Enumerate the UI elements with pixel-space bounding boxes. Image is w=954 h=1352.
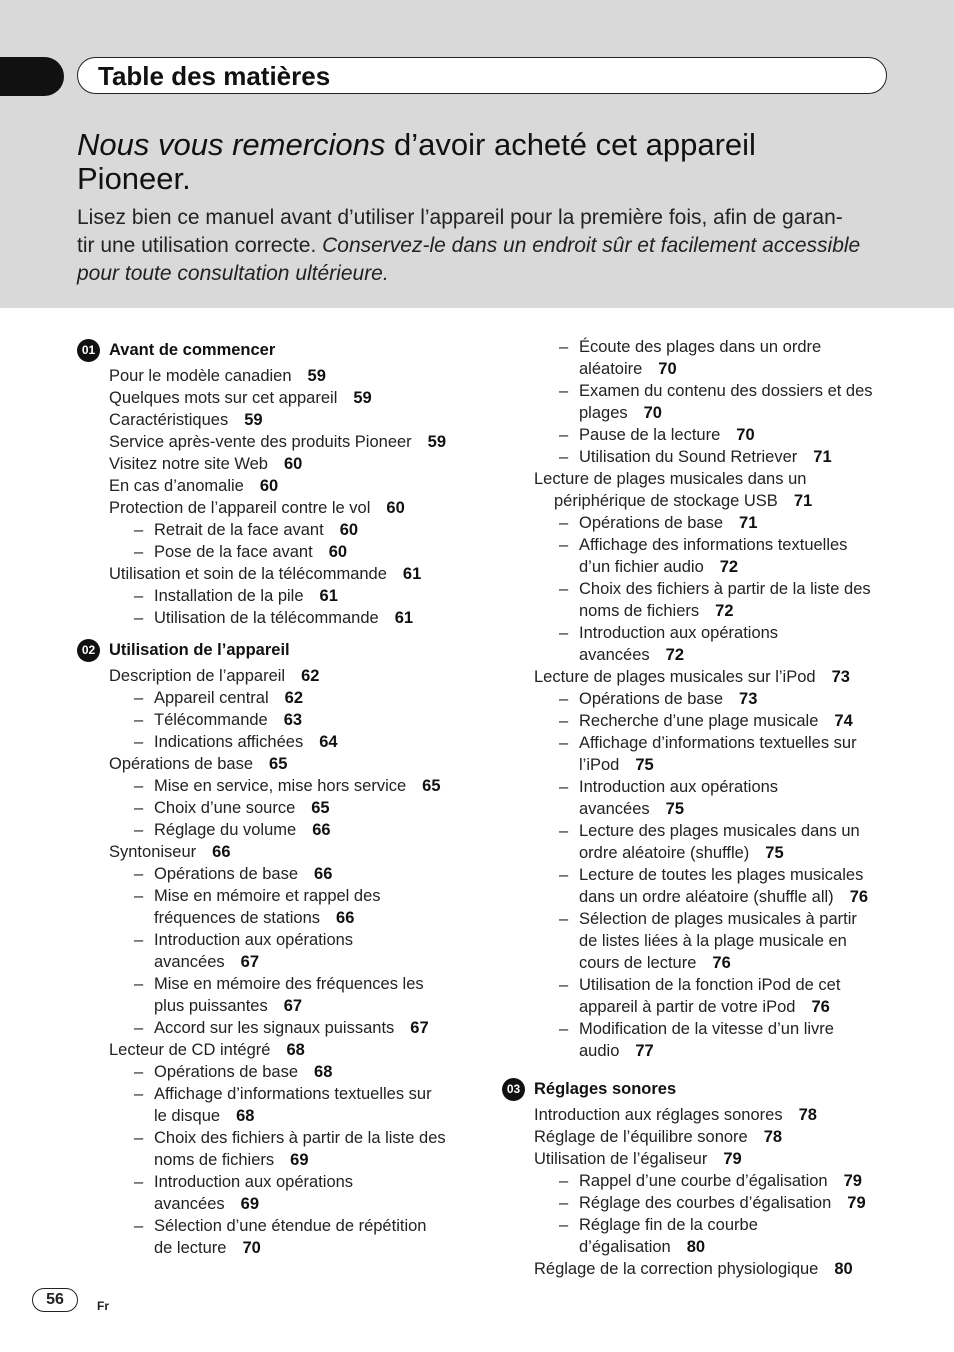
entry-text: noms de fichiers 72	[579, 602, 734, 620]
entry-page: 70	[242, 1239, 261, 1257]
entry-text: Affichage des informations textuelles	[579, 536, 848, 554]
headline-line2: Pioneer.	[77, 161, 191, 196]
entry-text: de lecture 70	[154, 1239, 261, 1257]
entry-dash: –	[134, 821, 144, 839]
entry-page: 59	[244, 411, 263, 429]
entry-dash: –	[559, 536, 569, 554]
entry-text: Mise en mémoire des fréquences les	[154, 975, 424, 993]
entry-text: Introduction aux opérations	[154, 931, 354, 949]
entry-page: 75	[665, 800, 684, 818]
section-title: Utilisation de l’appareil	[109, 641, 290, 659]
entry-dash: –	[134, 521, 144, 539]
entry-page: 65	[269, 755, 288, 773]
entry-page: 63	[283, 711, 303, 729]
entry-page: 69	[290, 1151, 309, 1169]
intro-line2a: tir une utilisation correcte.	[77, 234, 323, 257]
entry-dash: –	[559, 712, 569, 730]
entry-dash: –	[134, 543, 144, 561]
entry-text: Mise en mémoire et rappel des	[154, 887, 381, 905]
entry-dash: –	[559, 514, 569, 532]
entry-text: Lecture des plages musicales dans un	[579, 822, 860, 840]
entry-text: dans un ordre aléatoire (shuffle all) 76	[579, 888, 869, 906]
entry-page: 71	[739, 514, 758, 532]
entry-page: 62	[284, 689, 304, 707]
section-number-badge: 02	[77, 639, 100, 662]
entry-text: Rappel d’une courbe d’égalisation 79	[579, 1172, 862, 1190]
entry-dash: –	[559, 866, 569, 884]
entry-page: 66	[212, 843, 231, 861]
entry-text: avancées 72	[579, 646, 684, 664]
entry-dash: –	[134, 1129, 144, 1147]
entry-text: audio 77	[579, 1042, 654, 1060]
entry-dash: –	[559, 580, 569, 598]
section-title: Réglages sonores	[534, 1080, 677, 1098]
entry-page: 60	[339, 521, 359, 539]
entry-dash: –	[134, 587, 144, 605]
entry-text: Réglage des courbes d’égalisation 79	[579, 1194, 866, 1212]
entry-text: Choix d’une source 65	[154, 799, 330, 817]
entry-text: Mise en service, mise hors service 65	[154, 777, 441, 795]
entry-text: Réglage de la correction physiologique 80	[534, 1260, 853, 1278]
entry-dash: –	[134, 689, 144, 707]
entry-page: 60	[328, 543, 348, 561]
entry-page: 60	[259, 477, 279, 495]
entry-page: 64	[319, 733, 338, 751]
entry-text: Caractéristiques 59	[109, 411, 263, 429]
entry-page: 79	[723, 1150, 742, 1168]
entry-text: Service après-vente des produits Pioneer 59	[109, 433, 447, 451]
entry-dash: –	[559, 734, 569, 752]
entry-text: d’un fichier audio 72	[579, 558, 739, 576]
entry-text: Retrait de la face avant 60	[154, 521, 359, 539]
entry-page: 72	[665, 646, 684, 664]
entry-text: Affichage d’informations textuelles sur	[154, 1085, 432, 1103]
entry-dash: –	[559, 822, 569, 840]
entry-text: Lecture de toutes les plages musicales	[579, 866, 864, 884]
entry-page: 62	[301, 667, 320, 685]
entry-page: 59	[307, 367, 326, 385]
entry-dash: –	[134, 1019, 144, 1037]
entry-text: Affichage d’informations textuelles sur	[579, 734, 857, 752]
entry-page: 59	[353, 389, 372, 407]
intro-line1: Lisez bien ce manuel avant d’utiliser l’appareil pour la première fois, afin de garan-	[77, 206, 843, 229]
entry-text: plus puissantes 67	[154, 997, 303, 1015]
entry-page: 68	[286, 1041, 305, 1059]
entry-text: Pour le modèle canadien 59	[109, 367, 326, 385]
entry-text: appareil à partir de votre iPod 76	[579, 998, 830, 1016]
entry-text: Pose de la face avant 60	[154, 543, 348, 561]
section-title: Avant de commencer	[109, 341, 276, 359]
entry-text: Réglage du volume 66	[154, 821, 331, 839]
entry-text: Protection de l’appareil contre le vol 60	[109, 499, 405, 517]
section-number-badge: 01	[77, 339, 100, 362]
entry-text: Introduction aux réglages sonores 78	[534, 1106, 817, 1124]
entry-text: Lecture de plages musicales dans un	[534, 470, 807, 488]
entry-dash: –	[134, 1217, 144, 1235]
entry-page: 66	[312, 821, 331, 839]
entry-text: noms de fichiers 69	[154, 1151, 309, 1169]
entry-page: 67	[410, 1019, 429, 1037]
entry-text: Installation de la pile 61	[154, 587, 338, 605]
entry-dash: –	[559, 910, 569, 928]
entry-text: Pause de la lecture 70	[579, 426, 755, 444]
entry-page: 68	[236, 1107, 255, 1125]
entry-dash: –	[134, 931, 144, 949]
page-number: 56	[32, 1288, 78, 1312]
entry-page: 71	[813, 448, 832, 466]
entry-page: 78	[763, 1128, 783, 1146]
entry-page: 76	[849, 888, 869, 906]
entry-page: 76	[712, 954, 731, 972]
entry-text: Syntoniseur 66	[109, 843, 231, 861]
entry-page: 61	[402, 565, 422, 583]
entry-text: l’iPod 75	[579, 756, 654, 774]
entry-text: avancées 69	[154, 1195, 259, 1213]
entry-page: 70	[658, 360, 677, 378]
entry-text: Sélection d’une étendue de répétition	[154, 1217, 427, 1235]
entry-text: Sélection de plages musicales à partir	[579, 910, 857, 928]
entry-page: 71	[793, 492, 813, 510]
entry-page: 60	[386, 499, 405, 517]
entry-page: 70	[736, 426, 755, 444]
entry-text: Utilisation de la télécommande 61	[154, 609, 414, 627]
entry-text: périphérique de stockage USB 71	[554, 492, 813, 510]
intro-paragraph	[77, 204, 897, 288]
entry-dash: –	[559, 1194, 569, 1212]
entry-text: Quelques mots sur cet appareil 59	[109, 389, 372, 407]
entry-page: 73	[739, 690, 758, 708]
headline	[77, 128, 897, 196]
entry-page: 78	[798, 1106, 817, 1124]
entry-text: Réglage de l’équilibre sonore 78	[534, 1128, 783, 1146]
entry-page: 79	[843, 1172, 862, 1190]
entry-dash: –	[134, 887, 144, 905]
entry-text: cours de lecture 76	[579, 954, 731, 972]
entry-dash: –	[559, 1020, 569, 1038]
entry-page: 61	[394, 609, 414, 627]
entry-page: 72	[715, 602, 734, 620]
entry-dash: –	[559, 1216, 569, 1234]
entry-page: 60	[283, 455, 303, 473]
entry-dash: –	[134, 733, 144, 751]
entry-text: Choix des fichiers à partir de la liste des	[579, 580, 871, 598]
entry-text: fréquences de stations 66	[154, 909, 355, 927]
entry-dash: –	[134, 799, 144, 817]
entry-text: le disque 68	[154, 1107, 255, 1125]
entry-text: Appareil central 62	[154, 689, 304, 707]
entry-page: 80	[686, 1238, 706, 1256]
entry-page: 66	[314, 865, 333, 883]
entry-dash: –	[559, 624, 569, 642]
entry-page: 80	[834, 1260, 853, 1278]
entry-page: 67	[283, 997, 303, 1015]
entry-text: ordre aléatoire (shuffle) 75	[579, 844, 784, 862]
entry-text: Utilisation du Sound Retriever 71	[579, 448, 832, 466]
entry-text: Lecteur de CD intégré 68	[109, 1041, 305, 1059]
entry-dash: –	[134, 865, 144, 883]
entry-text: Introduction aux opérations	[579, 624, 779, 642]
entry-dash: –	[559, 778, 569, 796]
headline-rest: d’avoir acheté cet appareil	[385, 127, 756, 162]
entry-dash: –	[559, 426, 569, 444]
entry-text: Opérations de base 68	[154, 1063, 333, 1081]
header-tab-marker	[0, 57, 64, 96]
entry-page: 66	[336, 909, 355, 927]
entry-text: En cas d’anomalie 60	[109, 477, 279, 495]
entry-text: d’égalisation 80	[579, 1238, 706, 1256]
entry-text: Opérations de base 73	[579, 690, 758, 708]
entry-dash: –	[134, 975, 144, 993]
entry-text: Description de l’appareil 62	[109, 667, 320, 685]
entry-text: avancées 67	[154, 953, 259, 971]
entry-text: Introduction aux opérations	[154, 1173, 354, 1191]
entry-dash: –	[559, 690, 569, 708]
section-title: Table des matières	[98, 61, 331, 91]
entry-page: 69	[240, 1195, 259, 1213]
entry-dash: –	[134, 711, 144, 729]
entry-text: Opérations de base 66	[154, 865, 333, 883]
entry-text: Utilisation de l’égaliseur 79	[534, 1150, 742, 1168]
entry-text: Visitez notre site Web 60	[109, 455, 303, 473]
entry-text: Écoute des plages dans un ordre	[579, 338, 822, 356]
entry-text: Opérations de base 71	[579, 514, 758, 532]
entry-text: Utilisation et soin de la télécommande 61	[109, 565, 422, 583]
section-number-badge: 03	[502, 1078, 525, 1101]
entry-page: 61	[319, 587, 338, 605]
entry-text: Utilisation de la fonction iPod de cet	[579, 976, 841, 994]
entry-text: Opérations de base 65	[109, 755, 288, 773]
entry-text: Indications affichées 64	[154, 733, 338, 751]
entry-dash: –	[559, 448, 569, 466]
entry-text: Accord sur les signaux puissants 67	[154, 1019, 429, 1037]
entry-page: 76	[811, 998, 830, 1016]
entry-text: aléatoire 70	[579, 360, 677, 378]
entry-page: 65	[422, 777, 441, 795]
entry-text: Modification de la vitesse d’un livre	[579, 1020, 834, 1038]
entry-text: de listes liées à la plage musicale en	[579, 932, 847, 950]
entry-page: 65	[311, 799, 330, 817]
entry-text: Réglage fin de la courbe	[579, 1216, 758, 1234]
entry-page: 75	[765, 844, 784, 862]
entry-text: avancées 75	[579, 800, 684, 818]
entry-dash: –	[134, 609, 144, 627]
entry-dash: –	[559, 382, 569, 400]
entry-text: Choix des fichiers à partir de la liste des	[154, 1129, 446, 1147]
entry-text: Examen du contenu des dossiers et des	[579, 382, 873, 400]
entry-dash: –	[134, 1063, 144, 1081]
entry-page: 73	[831, 668, 850, 686]
entry-dash: –	[559, 1172, 569, 1190]
entry-dash: –	[559, 338, 569, 356]
entry-dash: –	[134, 1085, 144, 1103]
entry-page: 79	[847, 1194, 866, 1212]
language-code: Fr	[97, 1299, 109, 1313]
entry-text: Lecture de plages musicales sur l’iPod 73	[534, 668, 850, 686]
entry-page: 67	[240, 953, 259, 971]
entry-dash: –	[134, 777, 144, 795]
entry-page: 70	[643, 404, 662, 422]
entry-text: Recherche d’une plage musicale 74	[579, 712, 853, 730]
entry-page: 72	[719, 558, 739, 576]
intro-line2b: Conservez-le dans un endroit sûr et facilement accessible	[322, 234, 861, 257]
entry-page: 68	[314, 1063, 333, 1081]
intro-line3: pour toute consultation ultérieure.	[77, 262, 389, 285]
entry-text: Télécommande 63	[154, 711, 303, 729]
entry-page: 59	[427, 433, 447, 451]
entry-dash: –	[134, 1173, 144, 1191]
entry-text: Introduction aux opérations	[579, 778, 779, 796]
entry-dash: –	[559, 976, 569, 994]
entry-text: plages 70	[579, 404, 662, 422]
entry-page: 77	[635, 1042, 654, 1060]
entry-page: 74	[834, 712, 853, 730]
entry-page: 75	[635, 756, 654, 774]
headline-italic: Nous vous remercions	[77, 127, 386, 162]
section-title-box	[77, 57, 887, 94]
